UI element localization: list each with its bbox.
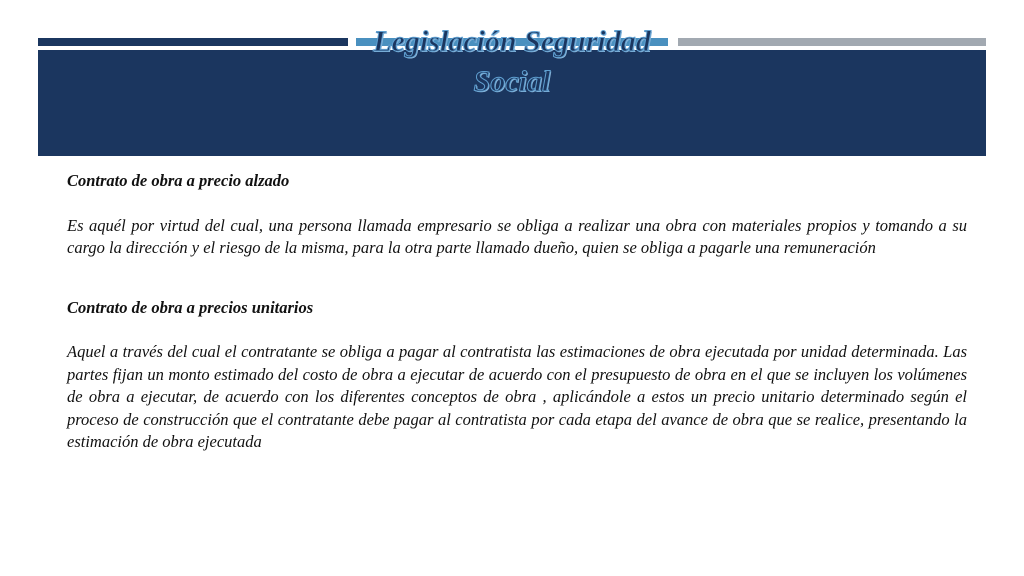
slide-body [67,170,967,454]
top-rule-right [678,38,986,46]
slide-title [300,22,724,102]
title-line-2: Social [473,65,551,98]
section-2-heading: Contrato de obra a precios unitarios [67,297,314,317]
section-2-body: Aquel a través del cual el contratante se obliga a pagar al contratista las estimaciones de obra ejecutada por unidad determinada. Las partes fijan un monto estimado del costo de obra a ejecutar de acuerdo con el presupuesto de obra en el que se incluyen los volúmenes de obra a ejecutar, de acuerdo con los diferentes conceptos de obra , aplicándole a estos un precio unitario determinado según el proceso de construcción que el contratante debe pagar al contratista por cada etapa del avance de obra que se realice, presentando la estimación de obra ejecutada [67,342,967,451]
section-1-body: Es aquél por virtud del cual, una persona llamada empresario se obliga a realizar una obra con materiales propios y tomando a su cargo la dirección y el riesgo de la misma, para la otra parte llamado dueño, quien se obliga a pagarle una remuneración [67,215,967,257]
section-1-heading: Contrato de obra a precio alzado [67,171,290,190]
title-line-1: Legislación Seguridad [373,25,651,58]
